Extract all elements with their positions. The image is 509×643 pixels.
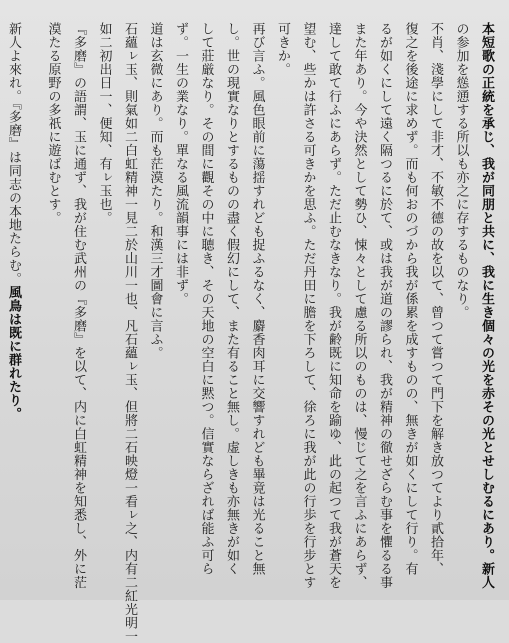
- text-column: 達して敢て行ふにあらず。ただ止むなきなり。我が齢既に知命を踰ゆ、此の起つて我が蒼天を: [326, 22, 341, 589]
- text-column: また年あり。今や決然として勢ひ、悚々として慮る所以のものは、慢じて之を言ふにあらず、: [351, 22, 367, 589]
- text-column: 望む、些かは許さる可きかを思ふ。ただ丹田に膽を下ろして、徐ろに我が此の行歩を行步とす: [300, 22, 316, 589]
- text-column: 道は玄微にあり。而も茫漠たり。和漢三才圖會に言ふ。: [147, 22, 163, 360]
- text-column: 本短歌の正統を承じ、我が同朋と共に、我に生き個々の光を赤その光とせしむるにあり。新人: [479, 22, 494, 589]
- text-column: 再び言ふ。風色眼前に蕩揺すれども捉ふるなく、麝香肉耳に交響すれども畢竟は光ること無: [249, 22, 265, 576]
- text-column: の参加を慫慂する所以も亦之に存するものなり。: [453, 22, 469, 319]
- text-column: るが如くにして遠く隔つるに於て、或は我が道の謬られ、我が精神の徹せざらむ事を懼るる事: [377, 22, 392, 589]
- closing-plain-text: 新人よ來れ。『多磨』は同志の本地たらむ。: [6, 22, 21, 286]
- vertical-text-body: [6, 22, 499, 643]
- text-column: し。世の現實なりとするものの盡く假幻にして、また有ること無し。虚しきも亦無きが如く: [224, 22, 239, 576]
- text-column: 不肖、淺學にして非才、不敏不德の故を以て、曾つて嘗つて門下を解き放つてより貳拾年、: [428, 22, 443, 576]
- text-column: ず。一生の業なり。單なる風流韻事には非ず。: [173, 22, 188, 306]
- text-column: 『多磨』の語謂、玉に通ず、我が住む武州の『多磨』を以て、内に白虹精神を知悉し、外に茫: [71, 22, 86, 589]
- text-column: して莊厳なり。その間に觀その中に聴き、その天地の空白に黙つ。信實ならざれば能ふ可ら: [198, 22, 214, 576]
- text-column: 漠たる原野の多祇に遊ばむとす。: [45, 22, 61, 225]
- text-column: 石蘊ㇾ玉、則氣如二白虹精神一見二於山川一也、凡石蘊ㇾ玉、但將二石映燈一看ㇾ之、内有二紅光明一: [122, 22, 137, 643]
- closing-bold-text: 風鳥は既に群れたり。: [6, 285, 21, 421]
- text-column: 復之を後途に求めず。而も何おのづから我が係累を成すものの、無きが如くにして行り。有: [402, 22, 418, 576]
- text-column: 如二初出日一、便知、有ㇾ玉也。: [96, 22, 112, 225]
- text-column: 可きか。: [275, 22, 290, 76]
- text-column-closing: [1, 22, 27, 586]
- paragraph-gap: [26, 22, 40, 586]
